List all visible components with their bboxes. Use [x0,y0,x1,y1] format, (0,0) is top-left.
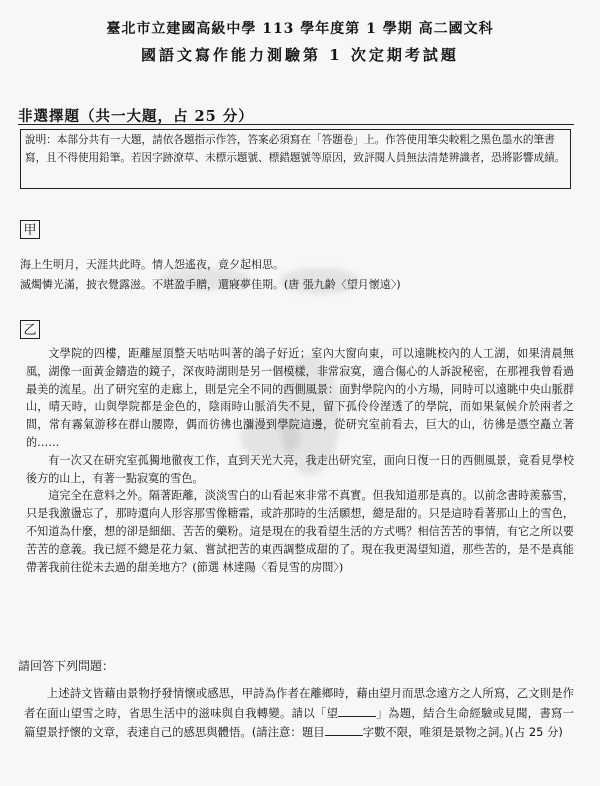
exam-header-title: 國語文寫作能力測驗第 1 次定期考試題 [141,46,459,64]
poem-line-1: 海上生明月，天涯共此時。情人怨遙夜，竟夕起相思。 [20,258,284,271]
passage-b-paragraph-2: 有一次又在研究室孤獨地徹夜工作，直到天光大亮，我走出研究室，面向日復一日的西側風景，竟看見學校後方的山上，有著一點寂寞的雪色。 [26,453,574,485]
title-blank [325,724,363,736]
question-text-part-2: 」為題，結合生命經驗或見聞，書寫一篇望景抒懷的文章，表達自己的感思與體悟。(請注意：題目 [24,705,574,739]
question-label: 請回答下列問題： [18,659,115,673]
passage-b-paragraph-3: 這完全在意料之外。隔著距離，淡淡雪白的山看起來非常不真實。但我知道那是真的。以前念書時羨慕雪，只是我激盪忘了，那時還向人形容那雪像糖霜，或許那時的生活願想，總是甜的。只是這時看著那山上的雪色，不知道為什麼，想的卻是細細、苦苦的藥粉。這是現在的我看望生活的方式嗎？相信苦苦的事情，有它之所以要苦苦的意義。我已經不總是花力氣、嘗試把苦的東西調整成甜的了。現在我更渴望知道，那些苦的，是不是真能帶著我前往從未去過的甜美地方？(節選 林達陽〈看見雪的房間〉) [26,489,574,574]
section-divider [18,124,574,125]
passage-b-paragraph-1: 文學院的四樓，距離屋頂整天咕咕叫著的鴿子好近；室內大窗向東，可以遠眺校內的人工湖，如果清晨無風，湖像一面黃金鑄造的鏡子，深夜時湖則是另一個模樣，非常寂寞，適合傷心的人訴說秘密，在那裡我曾看過最美的流星。出了研究室的走廊上，則是完全不同的西側風景：面對學院內的小方場，同時可以遠眺中央山脈群山，晴天時，山與學院都是金色的，陰雨時山脈消失不見，留下孤伶伶溼透了的學院，而如果氣候介於兩者之間，常有霧氣游移在群山腰際，偶而彷彿也瀰漫到學院這邊，從研究室前看去，巨大的山，彷彿是憑空矗立著的…… [26,347,574,449]
question-text-part-3: 字數不限，唯須是景物之詞。)(占 25 分) [362,725,563,739]
passage-a-label: 甲 [20,220,40,239]
instructions-box: 說明：本部分共有一大題，請依各題指示作答，答案必須寫在「答題卷」上。作答使用筆尖較粗之黑色墨水的筆書寫，且不得使用鉛筆。若因字跡潦草、未標示題號、標錯題號等原因，致評閱人員無法清楚辨識者，恐將影響成績。 [20,129,571,189]
poem-line-2: 滅燭憐光滿，披衣覺露滋。不堪盈手贈，還寢夢佳期。(唐 張九齡〈望月懷遠〉) [20,278,401,291]
passage-b-label: 乙 [20,320,40,339]
passage-b-text [26,345,574,576]
question-text [24,684,574,743]
question-text-part-1: 上述詩文皆藉由景物抒發情懷或感思，甲詩為作者在離鄉時，藉由望月而思念遠方之人所寫，乙文則是作者在面山望雪之時，省思生活中的滋味與自我轉變。請以「望 [24,686,574,720]
exam-header-school: 臺北市立建國高級中學 113 學年度第 1 學期 高二國文科 [106,21,494,37]
title-blank [338,705,376,717]
section-title: 非選擇題（共一大題，占 25 分） [18,108,254,125]
